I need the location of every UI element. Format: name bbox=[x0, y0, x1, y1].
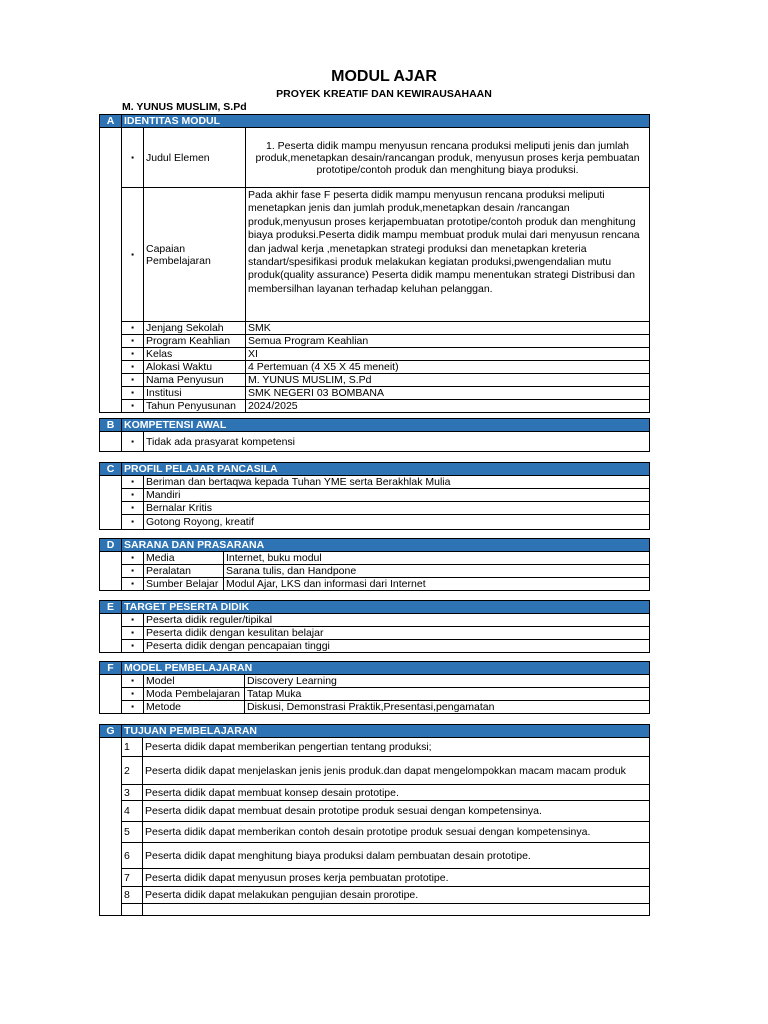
row-label: Moda Pembelajaran bbox=[144, 688, 245, 701]
item-number: 8 bbox=[122, 887, 143, 904]
row-label: Tahun Penyusunan bbox=[144, 400, 246, 413]
section-heading: MODEL PEMBELAJARAN bbox=[122, 662, 650, 675]
bullet-icon: ▪ bbox=[122, 322, 144, 335]
item-number: 5 bbox=[122, 822, 143, 843]
row-value: Tatap Muka bbox=[245, 688, 650, 701]
section-letter: G bbox=[100, 725, 122, 738]
bullet-icon: ▪ bbox=[122, 476, 144, 489]
row-value: SMK bbox=[246, 322, 650, 335]
list-item: Beriman dan bertaqwa kepada Tuhan YME serta Berakhlak Mulia bbox=[144, 476, 650, 489]
bullet-icon: ▪ bbox=[122, 489, 144, 502]
row-label: Kelas bbox=[144, 348, 246, 361]
item-number: 1 bbox=[122, 738, 143, 757]
row-value: XI bbox=[246, 348, 650, 361]
row-label: Peralatan bbox=[144, 565, 224, 578]
section-a-identitas-modul bbox=[99, 114, 650, 413]
bullet-icon: ▪ bbox=[122, 688, 144, 701]
row-label: Jenjang Sekolah bbox=[144, 322, 246, 335]
item-number: 2 bbox=[122, 757, 143, 785]
section-letter: E bbox=[100, 601, 122, 614]
bullet-icon: ▪ bbox=[122, 387, 144, 400]
section-heading: IDENTITAS MODUL bbox=[122, 115, 650, 128]
section-f-model-pembelajaran bbox=[99, 661, 650, 714]
bullet-icon: ▪ bbox=[122, 361, 144, 374]
section-gutter bbox=[100, 128, 122, 413]
bullet-icon: ▪ bbox=[122, 614, 144, 627]
list-item: Tidak ada prasyarat kompetensi bbox=[144, 432, 650, 452]
list-item: Peserta didik dapat memberikan pengertian tentang produksi; bbox=[143, 738, 650, 757]
bullet-icon: ▪ bbox=[122, 578, 144, 591]
item-number: 7 bbox=[122, 869, 143, 887]
section-g-tujuan-pembelajaran bbox=[99, 724, 650, 916]
section-letter: B bbox=[100, 419, 122, 432]
section-gutter bbox=[100, 614, 122, 653]
list-item: Peserta didik dapat menghitung biaya produksi dalam pembuatan desain prototipe. bbox=[143, 843, 650, 869]
section-gutter bbox=[100, 476, 122, 530]
section-heading: PROFIL PELAJAR PANCASILA bbox=[122, 463, 650, 476]
bullet-icon: ▪ bbox=[122, 432, 144, 452]
bullet-icon: ▪ bbox=[122, 515, 144, 530]
section-heading: KOMPETENSI AWAL bbox=[122, 419, 650, 432]
section-heading: TARGET PESERTA DIDIK bbox=[122, 601, 650, 614]
section-heading: TUJUAN PEMBELAJARAN bbox=[122, 725, 650, 738]
row-label: Program Keahlian bbox=[144, 335, 246, 348]
empty-cell bbox=[143, 904, 650, 916]
section-gutter bbox=[100, 432, 122, 452]
capaian-label: Capaian Pembelajaran bbox=[144, 188, 246, 322]
section-heading: SARANA DAN PRASARANA bbox=[122, 539, 650, 552]
item-number: 6 bbox=[122, 843, 143, 869]
bullet-icon: ▪ bbox=[122, 701, 144, 714]
bullet-icon: ▪ bbox=[122, 348, 144, 361]
row-value: 4 Pertemuan (4 X5 X 45 meneit) bbox=[246, 361, 650, 374]
judul-elemen-value: 1. Peserta didik mampu menyusun rencana produksi meliputi jenis dan jumlah produk,menetapkan desain/rancangan produk, menyusun proses kerja pembuatan prototipe/contoh produk dan menghitung biaya produksi. bbox=[246, 128, 650, 188]
list-item: Peserta didik reguler/tipikal bbox=[144, 614, 650, 627]
row-label: Metode bbox=[144, 701, 245, 714]
row-value: M. YUNUS MUSLIM, S.Pd bbox=[246, 374, 650, 387]
section-gutter bbox=[100, 552, 122, 591]
section-e-target-peserta bbox=[99, 600, 650, 653]
section-letter: C bbox=[100, 463, 122, 476]
list-item: Peserta didik dengan kesulitan belajar bbox=[144, 627, 650, 640]
doc-author: M. YUNUS MUSLIM, S.Pd bbox=[122, 101, 247, 113]
row-label: Institusi bbox=[144, 387, 246, 400]
doc-subtitle: PROYEK KREATIF DAN KEWIRAUSAHAAN bbox=[276, 88, 492, 100]
row-value: Internet, buku modul bbox=[224, 552, 650, 565]
list-item: Peserta didik dapat membuat desain prototipe produk sesuai dengan kompetensinya. bbox=[143, 801, 650, 822]
section-letter: D bbox=[100, 539, 122, 552]
bullet-icon: ▪ bbox=[122, 400, 144, 413]
capaian-value: Pada akhir fase F peserta didik mampu menyusun rencana produksi meliputi menetapkan jenis dan jumlah produk,menetapkan desain /rancangan produk,menyusun proses kerjapembuatan prototipe/contoh produk dan menghitung biaya produksi.Peserta didik mampu membuat produk mulai dari menyusun rencana dan jadwal kerja ,menetapkan strategi produksi dan menetapkan kreteria standart/spesifikasi produk melakukan kegiatan produksi,pwengendalian mutu produk(quality assurance) Peserta didik mampu menentukan strategi Distribusi dan membersilhan layanan terhadap keluhan pelanggan. bbox=[246, 188, 650, 322]
bullet-icon: ▪ bbox=[122, 565, 144, 578]
empty-cell bbox=[122, 904, 143, 916]
section-letter: A bbox=[100, 115, 122, 128]
row-value: SMK NEGERI 03 BOMBANA bbox=[246, 387, 650, 400]
list-item: Peserta didik dengan pencapaian tinggi bbox=[144, 640, 650, 653]
bullet-icon: ▪ bbox=[122, 502, 144, 515]
bullet-icon: ▪ bbox=[122, 335, 144, 348]
section-gutter bbox=[100, 675, 122, 714]
row-value: Modul Ajar, LKS dan informasi dari Internet bbox=[224, 578, 650, 591]
section-b-kompetensi-awal bbox=[99, 418, 650, 452]
section-d-sarana-prasarana bbox=[99, 538, 650, 591]
section-c-profil-pelajar bbox=[99, 462, 650, 530]
item-number: 4 bbox=[122, 801, 143, 822]
doc-title: MODUL AJAR bbox=[331, 68, 437, 85]
row-value: Sarana tulis, dan Handpone bbox=[224, 565, 650, 578]
list-item: Peserta didik dapat memberikan contoh desain prototipe produk sesuai dengan kompetensinya. bbox=[143, 822, 650, 843]
row-label: Model bbox=[144, 675, 245, 688]
item-number: 3 bbox=[122, 785, 143, 801]
bullet-icon: ▪ bbox=[122, 188, 144, 322]
bullet-icon: ▪ bbox=[122, 552, 144, 565]
row-value: Discovery Learning bbox=[245, 675, 650, 688]
bullet-icon: ▪ bbox=[122, 627, 144, 640]
row-value: 2024/2025 bbox=[246, 400, 650, 413]
list-item: Peserta didik dapat menjelaskan jenis jenis produk.dan dapat mengelompokkan macam macam produk bbox=[143, 757, 650, 785]
list-item: Mandiri bbox=[144, 489, 650, 502]
row-label: Alokasi Waktu bbox=[144, 361, 246, 374]
row-label: Nama Penyusun bbox=[144, 374, 246, 387]
row-value: Semua Program Keahlian bbox=[246, 335, 650, 348]
section-letter: F bbox=[100, 662, 122, 675]
row-value: Diskusi, Demonstrasi Praktik,Presentasi,pengamatan bbox=[245, 701, 650, 714]
list-item: Peserta didik dapat menyusun proses kerja pembuatan prototipe. bbox=[143, 869, 650, 887]
list-item: Peserta didik dapat membuat konsep desain prototipe. bbox=[143, 785, 650, 801]
row-label: Media bbox=[144, 552, 224, 565]
bullet-icon: ▪ bbox=[122, 675, 144, 688]
judul-elemen-label: Judul Elemen bbox=[144, 128, 246, 188]
bullet-icon: ▪ bbox=[122, 128, 144, 188]
row-label: Sumber Belajar bbox=[144, 578, 224, 591]
section-gutter bbox=[100, 738, 122, 916]
list-item: Gotong Royong, kreatif bbox=[144, 515, 650, 530]
bullet-icon: ▪ bbox=[122, 374, 144, 387]
list-item: Bernalar Kritis bbox=[144, 502, 650, 515]
bullet-icon: ▪ bbox=[122, 640, 144, 653]
list-item: Peserta didik dapat melakukan pengujian desain prorotipe. bbox=[143, 887, 650, 904]
